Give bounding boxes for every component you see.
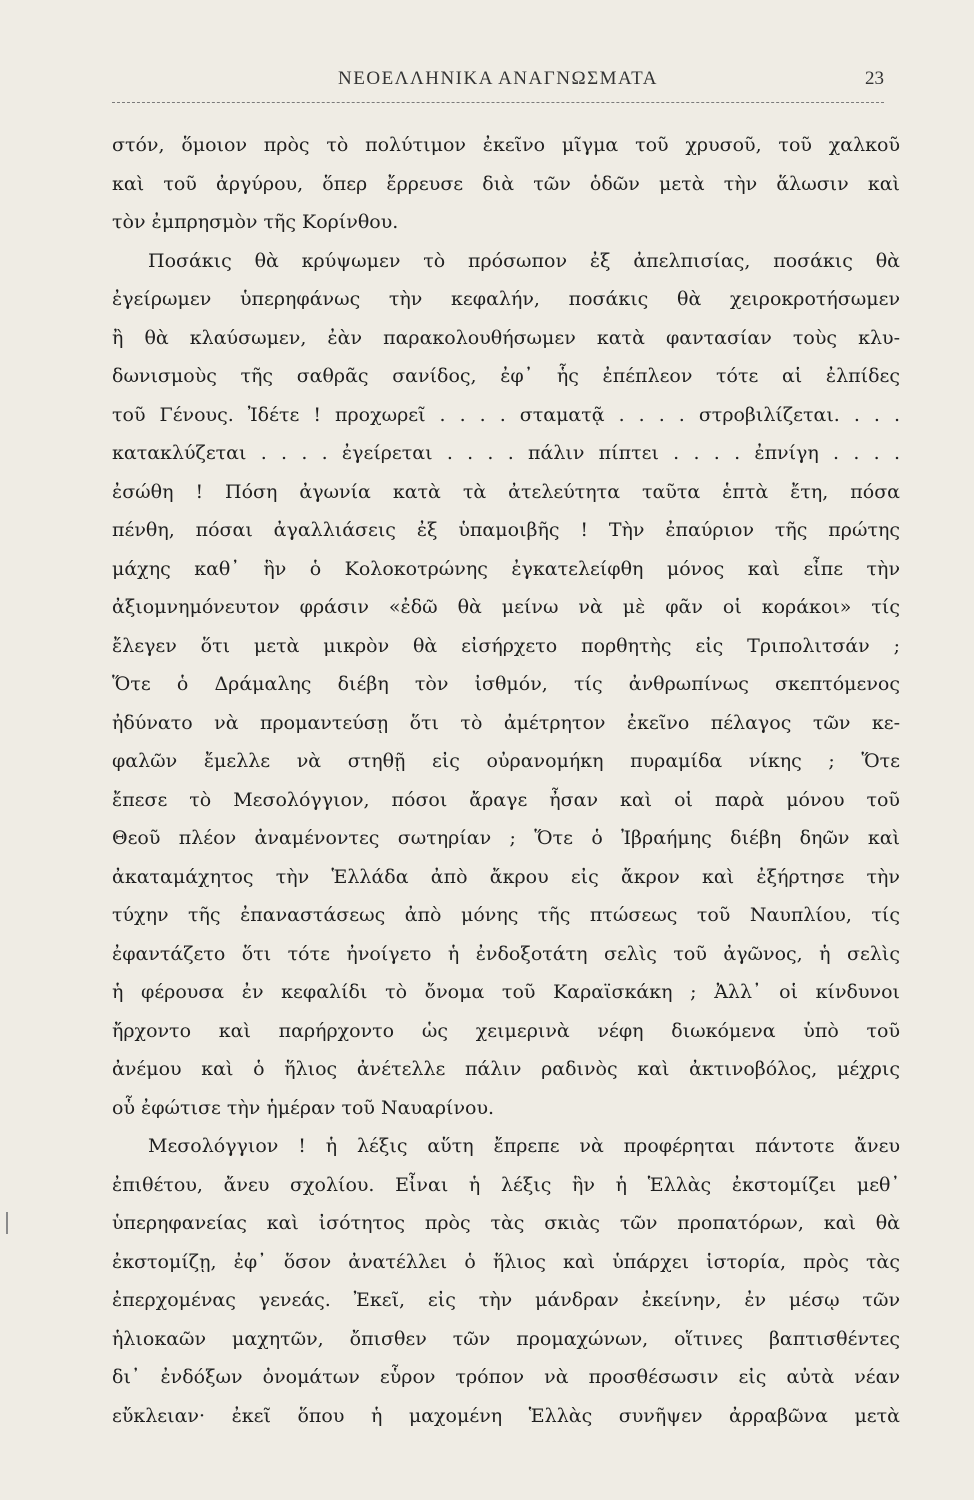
text-line: ἐσώθη ! Πόση ἀγωνία κατὰ τὰ ἀτελεύτητα ταῦτα ἑπτὰ ἔτη, πόσα — [112, 480, 900, 503]
text-line: κατακλύζεται . . . . ἐγείρεται . . . . πάλιν πίπτει . . . . ἐπνίγη . . . . — [112, 442, 900, 464]
text-line: ἐπιθέτου, ἄνευ σχολίου. Εἶναι ἡ λέξις ἣν ἡ Ἑλλὰς ἐκστομίζει μεθ᾿ — [112, 1173, 900, 1196]
text-line: εὔκλειαν· ἐκεῖ ὅπου ἡ μαχομένη Ἑλλὰς συνῆψεν ἀρραβῶνα μετὰ — [112, 1404, 900, 1427]
text-line: ἤρχοντο καὶ παρήρχοντο ὡς χειμερινὰ νέφη διωκόμενα ὑπὸ τοῦ — [112, 1019, 900, 1042]
text-line: ἐκστομίζῃ, ἐφ᾿ ὅσον ἀνατέλλει ὁ ἥλιος καὶ ὑπάρχει ἱστορία, πρὸς τὰς — [112, 1250, 900, 1273]
body-text — [112, 126, 900, 1435]
text-line: δωνισμοὺς τῆς σαθρᾶς σανίδος, ἐφ᾿ ἧς ἐπέπλεον τότε αἱ ἐλπίδες — [112, 365, 900, 387]
text-line: ἐφαντάζετο ὅτι τότε ἠνοίγετο ἡ ἐνδοξοτάτη σελὶς τοῦ ἀγῶνος, ἡ σελὶς — [112, 942, 900, 965]
margin-mark — [6, 1212, 8, 1234]
text-line: οὗ ἐφώτισε τὴν ἡμέραν τοῦ Ναυαρίνου. — [112, 1096, 495, 1119]
text-line: πένθη, πόσαι ἀγαλλιάσεις ἐξ ὑπαμοιβῆς ! Τὴν ἐπαύριον τῆς πρώτης — [112, 519, 900, 541]
text-line: καὶ τοῦ ἀργύρου, ὅπερ ἔρρευσε διὰ τῶν ὁδῶν μετὰ τὴν ἅλωσιν καὶ — [112, 172, 900, 195]
text-line: τύχην τῆς ἐπαναστάσεως ἀπὸ μόνης τῆς πτώσεως τοῦ Ναυπλίου, τίς — [112, 904, 900, 926]
page-number: 23 — [865, 68, 884, 89]
text-line: στόν, ὅμοιον πρὸς τὸ πολύτιμον ἐκεῖνο μῖγμα τοῦ χρυσοῦ, τοῦ χαλκοῦ — [112, 134, 900, 156]
text-line: ἐπερχομένας γενεάς. Ἐκεῖ, εἰς τὴν μάνδραν ἐκείνην, ἐν μέσῳ τῶν — [112, 1289, 900, 1311]
text-line: Ποσάκις θὰ κρύψωμεν τὸ πρόσωπον ἐξ ἀπελπισίας, ποσάκις θὰ — [148, 249, 900, 272]
header-rule — [112, 102, 884, 103]
text-line: ἔλεγεν ὅτι μετὰ μικρὸν θὰ εἰσήρχετο πορθητὴς εἰς Τριπολιτσάν ; — [112, 634, 900, 657]
text-line: ἔπεσε τὸ Μεσολόγγιον, πόσοι ἄραγε ἦσαν καὶ οἱ παρὰ μόνου τοῦ — [112, 788, 900, 811]
text-line: ἠδύνατο νὰ προμαντεύσῃ ὅτι τὸ ἀμέτρητον ἐκεῖνο πέλαγος τῶν κε- — [112, 711, 900, 734]
text-line: τὸν ἐμπρησμὸν τῆς Κορίνθου. — [112, 211, 399, 233]
text-line: ἐγείρωμεν ὑπερηφάνως τὴν κεφαλήν, ποσάκις θὰ χειροκροτήσωμεν — [112, 288, 900, 310]
text-line: ὑπερηφανείας καὶ ἰσότητος πρὸς τὰς σκιὰς τῶν προπατόρων, καὶ θὰ — [112, 1212, 900, 1234]
text-line: ἡλιοκαῶν μαχητῶν, ὄπισθεν τῶν προμαχώνων, οἵτινες βαπτισθέντες — [112, 1327, 900, 1350]
text-line: Μεσολόγγιον ! ἡ λέξις αὕτη ἔπρεπε νὰ προφέρηται πάντοτε ἄνευ — [148, 1135, 900, 1157]
text-line: ἀξιομνημόνευτον φράσιν «ἐδῶ θὰ μείνω νὰ μὲ φᾶν οἱ κοράκοι» τίς — [112, 596, 900, 618]
text-line: τοῦ Γένους. Ἰδέτε ! προχωρεῖ . . . . σταματᾷ . . . . στροβιλίζεται. . . . — [112, 403, 900, 426]
text-line: ἀκαταμάχητος τὴν Ἑλλάδα ἀπὸ ἄκρου εἰς ἄκρον καὶ ἐξήρτησε τὴν — [112, 865, 900, 888]
text-line: ἢ θὰ κλαύσωμεν, ἐὰν παρακολουθήσωμεν κατὰ φαντασίαν τοὺς κλυ- — [112, 326, 900, 349]
text-line: δι᾿ ἐνδόξων ὀνομάτων εὗρον τρόπον νὰ προσθέσωσιν εἰς αὐτὰ νέαν — [112, 1366, 900, 1388]
running-title: ΝΕΟΕΛΛΗΝΙΚΑ ΑΝΑΓΝΩΣΜΑΤΑ — [338, 68, 658, 89]
text-line: Θεοῦ πλέον ἀναμένοντες σωτηρίαν ; Ὅτε ὁ Ἰβραήμης διέβη δηῶν καὶ — [112, 827, 900, 849]
text-line: μάχης καθ᾿ ἣν ὁ Κολοκοτρώνης ἐγκατελείφθη μόνος καὶ εἶπε τὴν — [112, 557, 900, 580]
running-header — [112, 64, 884, 104]
text-line: Ὅτε ὁ Δράμαλης διέβη τὸν ἰσθμόν, τίς ἀνθρωπίνως σκεπτόμενος — [112, 673, 900, 695]
text-line: ἀνέμου καὶ ὁ ἥλιος ἀνέτελλε πάλιν ραδινὸς καὶ ἀκτινοβόλος, μέχρις — [112, 1058, 900, 1080]
text-line: φαλῶν ἔμελλε νὰ στηθῇ εἰς οὐρανομήκη πυραμίδα νίκης ; Ὅτε — [112, 750, 900, 772]
text-line: ἡ φέρουσα ἐν κεφαλίδι τὸ ὄνομα τοῦ Καραϊσκάκη ; Ἀλλ᾿ οἱ κίνδυνοι — [112, 981, 900, 1003]
